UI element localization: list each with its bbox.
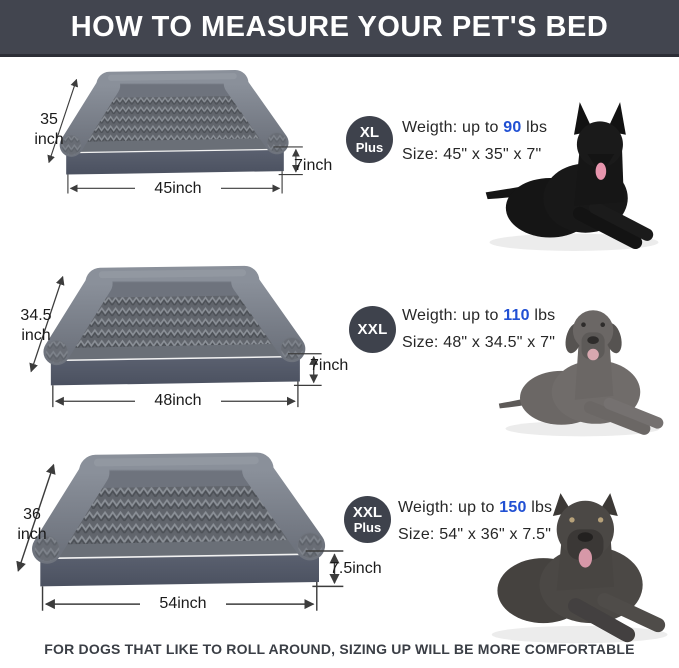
dog-photo-german-shepherd <box>478 96 670 260</box>
weight-prefix: Weigth: up to <box>402 307 499 324</box>
dim-depth-value: 34.5 <box>20 307 52 324</box>
weight-prefix: Weigth: up to <box>402 119 499 136</box>
dimension-width-label: 45inch <box>135 179 221 199</box>
dim-depth-unit: inch <box>21 327 51 344</box>
dimension-depth-label <box>8 306 64 346</box>
weight-prefix: Weigth: up to <box>398 499 495 516</box>
dog-eye-left <box>569 517 574 522</box>
weight-unit: lbs <box>531 499 553 516</box>
dog-nose <box>587 336 599 344</box>
size-line: Size: 54" x 36" x 7.5" <box>398 526 552 543</box>
size-line: Size: 45" x 35" x 7" <box>402 146 542 163</box>
dog-nose <box>578 532 593 542</box>
dog-photo-cane-corso <box>484 474 679 646</box>
size-badge-xxl <box>349 306 396 353</box>
dimension-width-label: 48inch <box>135 391 221 411</box>
badge-line2: Plus <box>355 139 384 155</box>
dog-eye-left <box>581 322 586 327</box>
weight-value: 150 <box>499 499 527 516</box>
footer-note: FOR DOGS THAT LIKE TO ROLL AROUND, SIZING UP WILL BE MORE COMFORTABLE <box>44 641 635 657</box>
dimension-width-label: 54inch <box>140 594 226 614</box>
dog-photo-great-dane <box>494 294 672 442</box>
size-badge-xxl-plus <box>344 496 391 543</box>
dim-depth-value: 36 <box>23 506 41 523</box>
badge-line1: XXL <box>357 320 388 338</box>
weight-unit: lbs <box>534 307 556 324</box>
dog-eye-right <box>600 322 605 327</box>
header-banner <box>0 0 679 57</box>
dimension-height-label: 7inch <box>294 157 333 174</box>
dog-mouth <box>587 349 599 361</box>
badge-line1: XL <box>359 123 380 141</box>
dimension-depth-label <box>24 110 74 150</box>
dim-depth-unit: inch <box>34 131 64 148</box>
dog-eye-right <box>598 517 603 522</box>
weight-value: 110 <box>503 307 530 324</box>
dim-depth-unit: inch <box>17 526 47 543</box>
page-title: HOW TO MEASURE YOUR PET'S BED <box>70 10 609 43</box>
dim-depth-value: 35 <box>40 111 58 128</box>
badge-line1: XXL <box>352 503 383 521</box>
weight-value: 90 <box>503 119 522 136</box>
dimension-height-label: 7.5inch <box>330 560 382 577</box>
size-line: Size: 48" x 34.5" x 7" <box>402 334 556 351</box>
dimension-height-label: 7inch <box>310 357 349 374</box>
dog-tongue <box>596 163 607 180</box>
dimension-depth-label <box>6 505 58 545</box>
badge-line2: Plus <box>353 519 382 535</box>
dog-tongue <box>579 549 592 568</box>
weight-unit: lbs <box>526 119 548 136</box>
size-badge-xl-plus <box>346 116 393 163</box>
